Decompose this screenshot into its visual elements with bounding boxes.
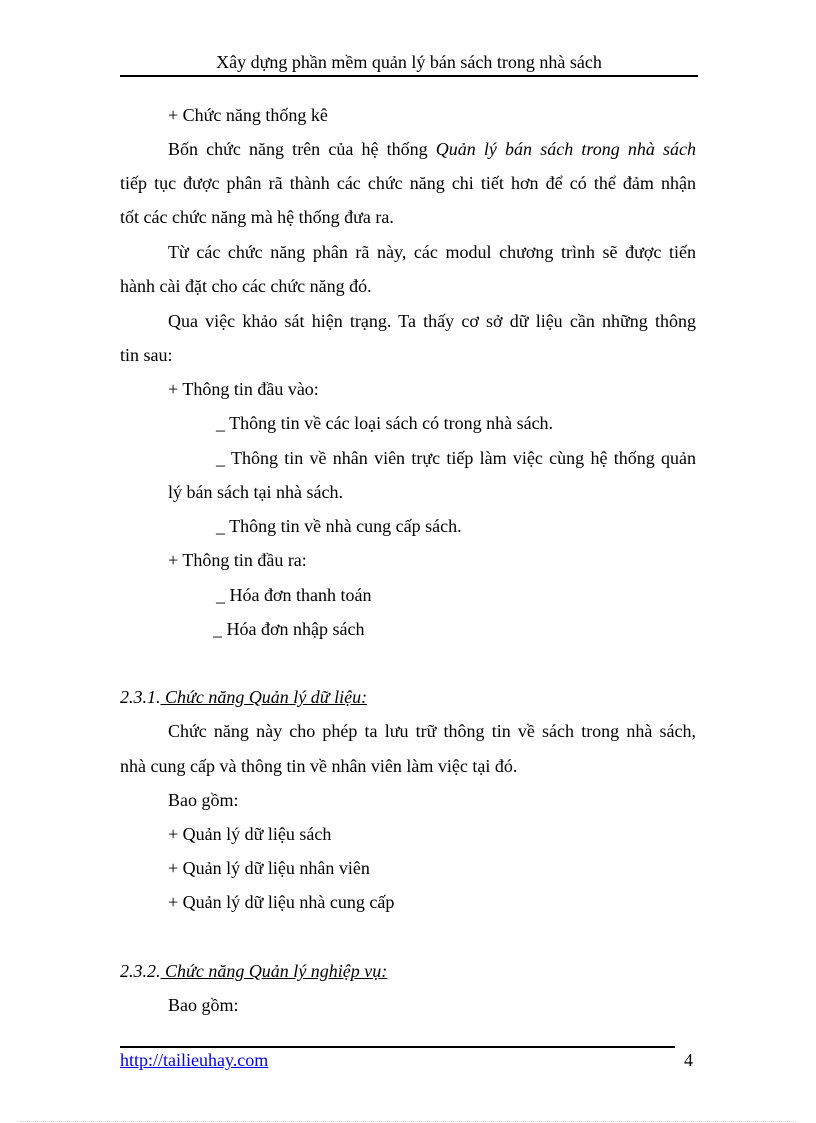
section-title: Chức năng Quản lý dữ liệu: xyxy=(160,687,368,707)
paragraph-line: Chức năng này cho phép ta lưu trữ thông tin về sách trong nhà sách, xyxy=(168,721,696,741)
paragraph-line: Qua việc khảo sát hiện trạng. Ta thấy cơ sở dữ liệu cần những thông xyxy=(168,311,696,331)
input-info-item: _ Thông tin về các loại sách có trong nhà sách. xyxy=(216,413,554,433)
list-item: + Quản lý dữ liệu nhân viên xyxy=(168,858,370,878)
input-info-heading: + Thông tin đầu vào: xyxy=(168,379,319,399)
list-item: + Quản lý dữ liệu sách xyxy=(168,824,332,844)
paragraph-line xyxy=(168,138,696,160)
section-heading-2-3-1 xyxy=(120,686,367,708)
output-info-item: _ Hóa đơn thanh toán xyxy=(216,585,372,605)
footer-divider xyxy=(120,1046,675,1048)
input-info-item: _ Thông tin về nhà cung cấp sách. xyxy=(216,516,462,536)
system-name-italic: Quản lý bán sách trong nhà sách xyxy=(435,139,696,159)
paragraph-line: Từ các chức năng phân rã này, các modul chương trình sẽ được tiến xyxy=(168,242,696,262)
paragraph-line: tiếp tục được phân rã thành các chức năng chi tiết hơn để có thể đảm nhận xyxy=(120,173,696,193)
paragraph-text: Bốn chức năng trên của hệ thống xyxy=(168,139,428,159)
list-item: + Quản lý dữ liệu nhà cung cấp xyxy=(168,892,395,912)
header-title: Xây dựng phần mềm quản lý bán sách trong nhà sách xyxy=(216,52,602,72)
bullet-statistics: + Chức năng thống kê xyxy=(168,105,328,125)
input-info-item: _ Thông tin về nhân viên trực tiếp làm việc cùng hệ thống quản xyxy=(216,448,696,468)
paragraph-line: nhà cung cấp và thông tin về nhân viên làm việc tại đó. xyxy=(120,756,518,776)
input-info-item-cont: lý bán sách tại nhà sách. xyxy=(168,482,343,502)
paragraph-line: hành cài đặt cho các chức năng đó. xyxy=(120,276,372,296)
paragraph-line: tin sau: xyxy=(120,345,173,365)
page-edge-divider xyxy=(20,1121,796,1122)
output-info-item: _ Hóa đơn nhập sách xyxy=(213,619,365,639)
section-heading-2-3-2 xyxy=(120,960,387,982)
section-number: 2.3.2. xyxy=(120,961,161,981)
footer-link[interactable]: http://tailieuhay.com xyxy=(120,1050,269,1070)
section-number: 2.3.1. xyxy=(120,687,161,707)
paragraph-line: tốt các chức năng mà hệ thống đưa ra. xyxy=(120,207,394,227)
includes-label: Bao gồm: xyxy=(168,790,239,810)
section-title: Chức năng Quản lý nghiệp vụ: xyxy=(160,961,388,981)
includes-label: Bao gồm: xyxy=(168,995,239,1015)
header-divider xyxy=(120,75,698,77)
output-info-heading: + Thông tin đầu ra: xyxy=(168,550,307,570)
page-number: 4 xyxy=(684,1050,693,1070)
